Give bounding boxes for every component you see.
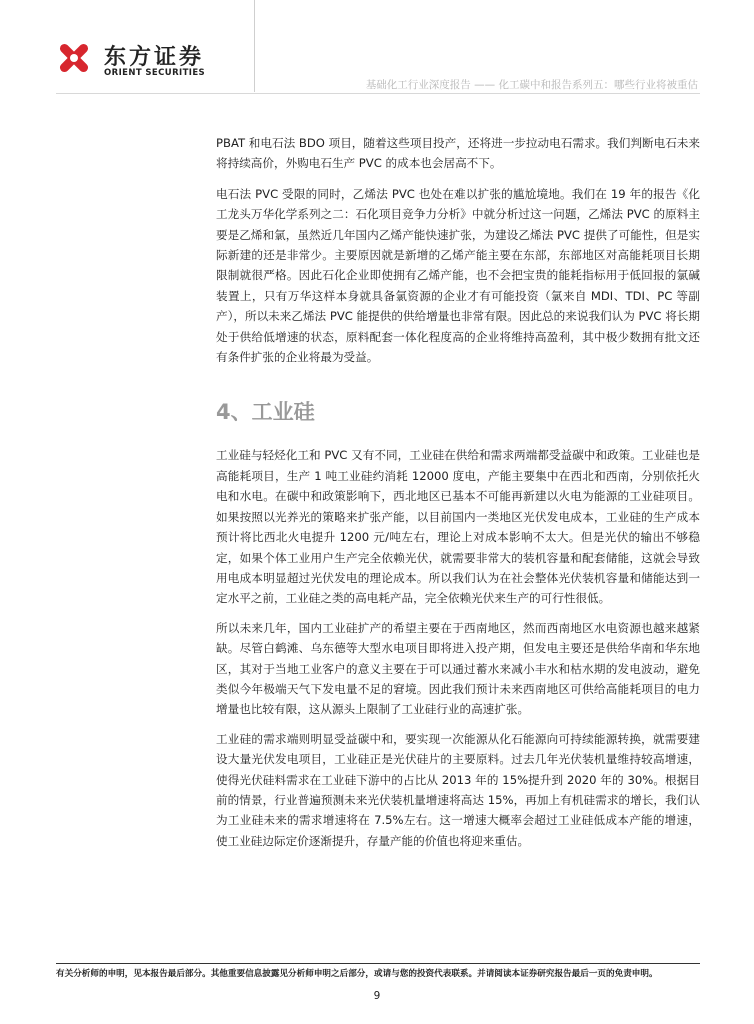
- body-paragraph: 工业硅与轻烃化工和 PVC 又有不同，工业硅在供给和需求两端都受益碳中和政策。工业硅也是高能耗项目，生产 1 吨工业硅约消耗 12000 度电，产能主要集中在西北和西南，分别依托火电和水电。在碳中和政策影响下，西北地区已基本不可能再新建以火电为能源的工业硅项目。如果按照以光养光的策略来扩张产能，以目前国内一类地区光伏发电成本，工业硅的生产成本预计将比西北火电提升 1200 元/吨左右，理论上对成本影响不太大。但是光伏的输出不够稳定，如果个体工业用户生产完全依赖光伏，就需要非常大的装机容量和配套储能，这就会导致用电成本明显超过光伏发电的理论成本。所以我们认为在社会整体光伏装机容量和储能达到一定水平之前，工业硅之类的高电耗产品，完全依赖光伏来生产的可行性很低。: [216, 448, 700, 606]
- body-paragraph: 电石法 PVC 受限的同时，乙烯法 PVC 也处在难以扩张的尴尬境地。我们在 19 年的报告《化工龙头万华化学系列之二：石化项目竞争力分析》中就分析过这一问题，乙烯法 PVC 的原料主要是乙烯和氯，虽然近几年国内乙烯产能快速扩张，为建设乙烯法 PVC 提供了可能性，但是实际新建的还是非常少。主要原因就是新增的乙烯产能主要在东部，东部地区对高能耗项目长期限制就很严格。因此石化企业即使拥有乙烯产能，也不会把宝贵的能耗指标用于低回报的氯碱装置上，只有万华这样本身就具备氯资源的企业才有可能投资（氯来自 MDI、TDI、PC 等副产），所以未来乙烯法 PVC 能提供的供给增量也非常有限。因此总的来说我们认为 PVC 将长期处于供给低增速的状态，原料配套一体化程度高的企业将维持高盈利，其中极少数拥有批文还有条件扩张的企业将最为受益。: [216, 186, 700, 365]
- page-number: 9: [373, 990, 381, 1002]
- orient-logo-icon: [54, 38, 94, 78]
- logo-english-name: ORIENT SECURITIES: [104, 68, 206, 78]
- company-logo: [54, 38, 214, 84]
- body-paragraph: 工业硅的需求端则明显受益碳中和，要实现一次能源从化石能源向可持续能源转换，就需要建设大量光伏发电项目，工业硅正是光伏硅片的主要原料。过去几年光伏装机量维持较高增速，使得光伏硅料需求在工业硅下游中的占比从 2013 年的 15%提升到 2020 年的 30%。根据目前的情景，行业普遍预测未来光伏装机量增速将高达 15%，再加上有机硅需求的增长，我们认为工业硅未来的需求增速将在 7.5%左右。这一增速大概率会超过工业硅低成本产能的增速，使工业硅边际定价逐渐提升，存量产能的价值也将迎来重估。: [216, 731, 700, 848]
- body-paragraph: 所以未来几年，国内工业硅扩产的希望主要在于西南地区，然而西南地区水电资源也越来越紧缺。尽管白鹤滩、乌东德等大型水电项目即将进入投产期，但发电主要还是供给华南和华东地区，其对于当地工业客户的意义主要在于可以通过蓄水来减小丰水和枯水期的发电波动，避免类似今年极端天气下发电量不足的窘境。因此我们预计未来西南地区可供给高能耗项目的电力增量也比较有限，这从源头上限制了工业硅行业的高速扩张。: [216, 620, 700, 717]
- footer-divider: [56, 963, 700, 964]
- report-header-title: 基础化工行业深度报告 —— 化工碳中和报告系列五：哪些行业将被重估: [365, 79, 698, 91]
- body-paragraph: PBAT 和电石法 BDO 项目，随着这些项目投产，还将进一步拉动电石需求。我们判断电石未来将持续高价，外购电石生产 PVC 的成本也会居高不下。: [216, 136, 700, 171]
- footer-disclaimer: 有关分析师的申明，见本报告最后部分。其他重要信息披露见分析师申明之后部分，或请与您的投资代表联系。并请阅读本证券研究报告最后一页的免责申明。: [56, 969, 658, 979]
- section-heading: 4、工业硅: [216, 400, 315, 425]
- report-body: [216, 133, 700, 860]
- header-vertical-divider: [254, 0, 255, 92]
- header-divider: [56, 93, 700, 94]
- logo-chinese-name: 东方证券: [104, 45, 205, 70]
